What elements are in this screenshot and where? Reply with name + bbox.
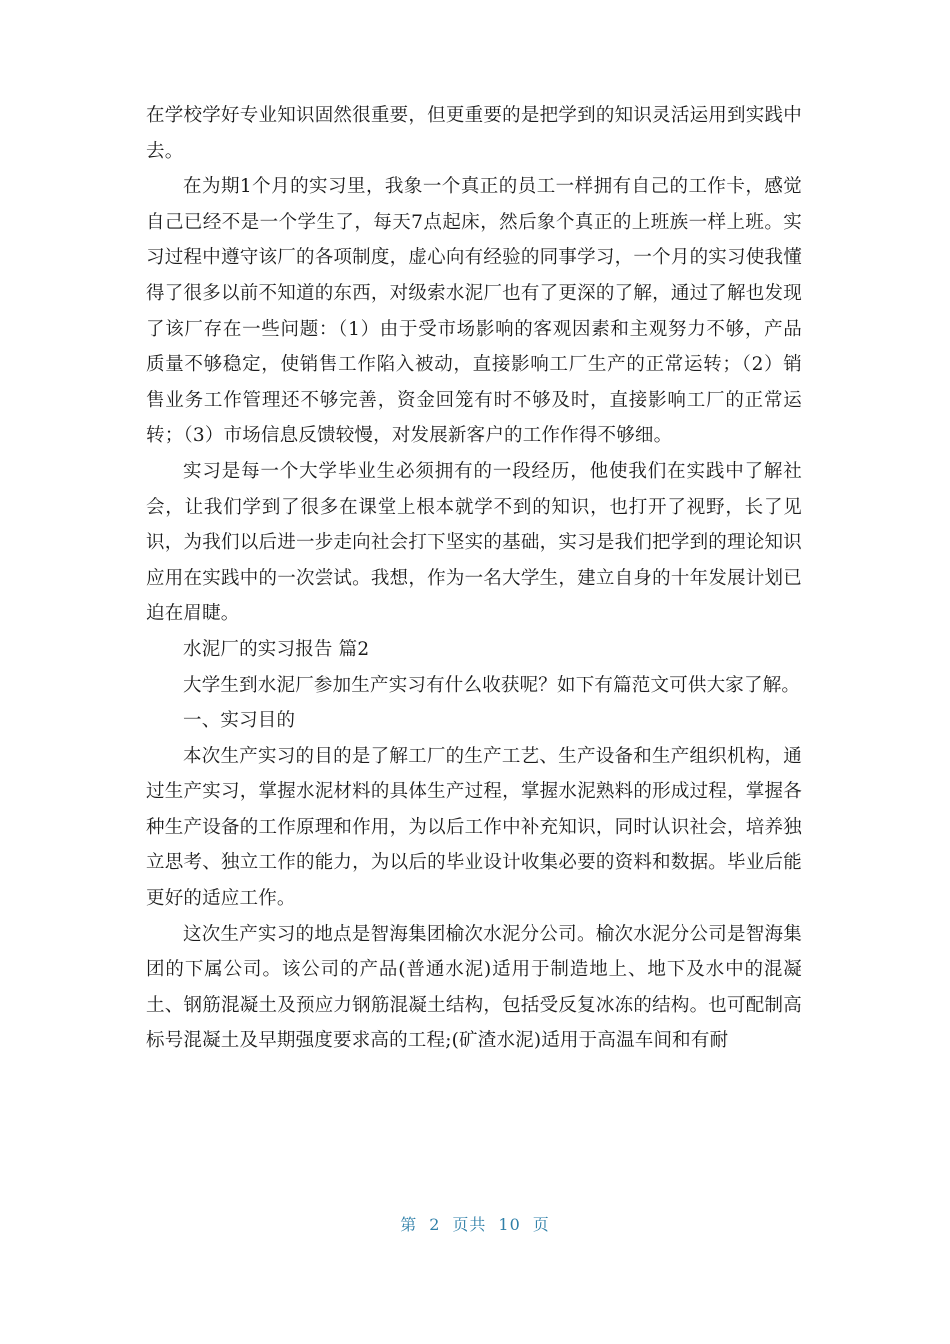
paragraph-1: 在学校学好专业知识固然很重要，但更重要的是把学到的知识灵活运用到实践中去。 — [146, 105, 802, 162]
footer-prefix: 第 — [400, 1215, 418, 1234]
paragraph-location: 这次生产实习的地点是智海集团榆次水泥分公司。榆次水泥分公司是智海集团的下属公司。该公司的产品(普通水泥)适用于制造地上、地下及水中的混凝土、钢筋混凝土及预应力钢筋混凝土结构，包括受反复冰冻的结构。也可配制高标号混凝土及早期强度要求高的工程;(矿渣水泥)适用于高温车间和有耐 — [146, 923, 802, 1052]
paragraph-purpose: 本次生产实习的目的是了解工厂的生产工艺、生产设备和生产组织机构，通过生产实习，掌握水泥材料的具体生产过程，掌握水泥熟料的形成过程，掌握各种生产设备的工作原理和作用，为以后工作中补充知识，同时认识社会，培养独立思考、独立工作的能力，为以后的毕业设计收集必要的资料和数据。毕业后能更好的适应工作。 — [146, 745, 802, 910]
section-heading: 水泥厂的实习报告 篇2 — [183, 638, 370, 660]
paragraph-3: 实习是每一个大学毕业生必须拥有的一段经历，他使我们在实践中了解社会，让我们学到了很多在课堂上根本就学不到的知识，也打开了视野，长了见识，为我们以后进一步走向社会打下坚实的基础，实习是我们把学到的理论知识应用在实践中的一次尝试。我想，作为一名大学生，建立自身的十年发展计划已迫在眉睫。 — [146, 460, 802, 625]
subsection-heading: 一、实习目的 — [183, 710, 296, 732]
footer-middle: 页共 — [452, 1215, 487, 1234]
footer-total-pages: 10 — [498, 1215, 521, 1234]
paragraph-intro: 大学生到水泥厂参加生产实习有什么收获呢？如下有篇范文可供大家了解。 — [183, 674, 801, 696]
document-body — [146, 98, 802, 1059]
paragraph-2: 在为期1个月的实习里，我象一个真正的员工一样拥有自己的工作卡，感觉自己已经不是一个学生了，每天7点起床，然后象个真正的上班族一样上班。实习过程中遵守该厂的各项制度，虚心向有经验的同事学习，一个月的实习使我懂得了很多以前不知道的东西，对级索水泥厂也有了更深的了解，通过了解也发现了该厂存在一些问题：（1）由于受市场影响的客观因素和主观努力不够，产品质量不够稳定，使销售工作陷入被动，直接影响工厂生产的正常运转；（2）销售业务工作管理还不够完善，资金回笼有时不够及时，直接影响工厂的正常运转；（3）市场信息反馈较慢，对发展新客户的工作作得不够细。 — [146, 176, 802, 447]
footer-suffix: 页 — [532, 1215, 550, 1234]
footer-current-page: 2 — [429, 1215, 441, 1234]
page-footer — [0, 1212, 950, 1235]
